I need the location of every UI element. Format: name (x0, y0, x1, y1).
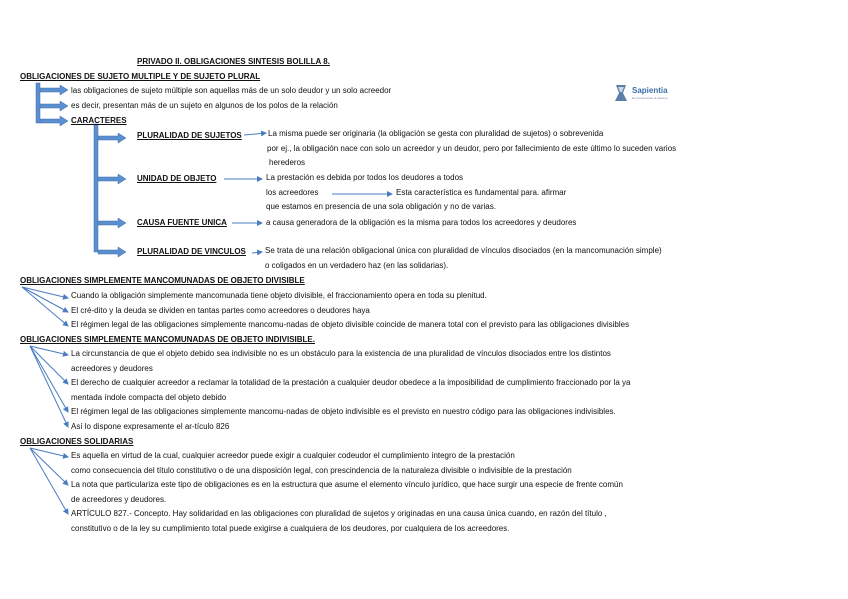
text-line: Se trata de una relación obligacional única con pluralidad de vínculos disociados (en la mancomunación simple) (265, 246, 662, 255)
text-line: las obligaciones de sujeto múltiple son aquellas más de un solo deudor y un solo acreedor (71, 86, 392, 95)
heading-sujeto-multiple: OBLIGACIONES DE SUJETO MULTIPLE Y DE SUJETO PLURAL (20, 72, 261, 81)
label-unidad-objeto: UNIDAD DE OBJETO (137, 174, 217, 183)
text-line: Así lo dispone expresamente el ar-tículo 826 (71, 422, 230, 431)
heading-indivisible: OBLIGACIONES SIMPLEMENTE MANCOMUNADAS DE OBJETO INDIVISIBLE. (20, 335, 315, 344)
text-line: La circunstancia de que el objeto debido sea indivisible no es un obstáculo para la existencia de una pluralidad de vínculos disociados entre los distintos (71, 349, 611, 358)
text-line: los acreedores (266, 188, 319, 197)
logo-icon (612, 83, 630, 103)
text-line: Cuando la obligación simplemente mancomunada tiene objeto divisible, el fraccionamiento opera en toda su plenitud. (71, 291, 487, 300)
text-line: El régimen legal de las obligaciones simplemente mancomu-nadas de objeto divisible coincide de manera total con el previsto para las obligaciones divisibles (71, 320, 630, 329)
document-title: PRIVADO II. OBLIGACIONES SINTESIS BOLILLA 8. (137, 57, 330, 66)
logo-tagline: El conocimiento al alcance (632, 96, 668, 100)
caracteres-label: CARACTERES (71, 116, 127, 125)
text-line: ARTÍCULO 827.- Concepto. Hay solidaridad en las obligaciones con pluralidad de sujetos y originadas en una causa única cuando, en razón del título , (71, 509, 607, 518)
text-line: o coligados en un verdadero haz (en las solidarias). (265, 261, 449, 270)
fan-arrows-indivisible (30, 346, 68, 427)
label-pluralidad-vinculos: PLURALIDAD DE VINCULOS (137, 247, 246, 256)
fan-arrows-divisible (22, 287, 68, 326)
text-line: La misma puede ser originaria (la obligación se gesta con pluralidad de sujetos) o sobrevenida (268, 129, 604, 138)
text-line: de acreedores y deudores. (71, 495, 167, 504)
text-line: acreedores y deudores (71, 364, 153, 373)
text-line: herederos (269, 158, 306, 167)
text-line: Es aquella en virtud de la cual, cualquier acreedor puede exigir a cualquier codeudor el cumplimiento íntegro de la prestación (71, 451, 515, 460)
sapientia-logo (612, 80, 668, 106)
text-line: El derecho de cualquier acreedor a reclamar la totalidad de la prestación a cualquier deudor obedece a la imposibilidad de cumplimiento fraccionado por la ya (71, 378, 631, 387)
label-causa-fuente-unica: CAUSA FUENTE UNICA (137, 218, 227, 227)
text-line: El cré-dito y la deuda se dividen en tantas partes como acreedores o deudores haya (71, 306, 370, 315)
logo-name: Sapientia (632, 86, 668, 95)
heading-solidarias: OBLIGACIONES SOLIDARIAS (20, 437, 134, 446)
text-line: El régimen legal de las obligaciones simplemente mancomu-nadas de objeto indivisible es el previsto en nuestro código para las obligaciones indivisibles. (71, 407, 616, 416)
text-line: La prestación es debida por todos los deudores a todos (266, 173, 464, 182)
heading-divisible: OBLIGACIONES SIMPLEMENTE MANCOMUNADAS DE OBJETO DIVISIBLE (20, 276, 305, 285)
label-pluralidad-sujetos: PLURALIDAD DE SUJETOS (137, 131, 242, 140)
text-line: mentada índole compacta del objeto debido (71, 393, 227, 402)
text-line: a causa generadora de la obligación es la misma para todos los acreedores y deudores (266, 218, 577, 227)
text-line: es decir, presentan más de un sujeto en algunos de los polos de la relación (71, 101, 338, 110)
text-line: constitutivo o de la ley su cumplimiento total puede exigirse a cualquiera de los deudores, por cualquiera de los acreedores. (71, 524, 510, 533)
fan-arrows-solidarias (30, 448, 68, 514)
text-line: La nota que particulariza este tipo de obligaciones es en la estructura que asume el elemento vínculo jurídico, que hace surgir una especie de frente común (71, 480, 623, 489)
text-line: como consecuencia del título constitutivo o de una disposición legal, con prescindencia de la naturaleza divisible o indivisible de la prestación (71, 466, 572, 475)
text-line: Esta característica es fundamental para. afirmar (396, 188, 567, 197)
text-line: por ej., la obligación nace con solo un acreedor y un deudor, pero por fallecimiento de este último lo suceden varios (267, 144, 677, 153)
text-line: que estamos en presencia de una sola obligación y no de varias. (266, 202, 496, 211)
